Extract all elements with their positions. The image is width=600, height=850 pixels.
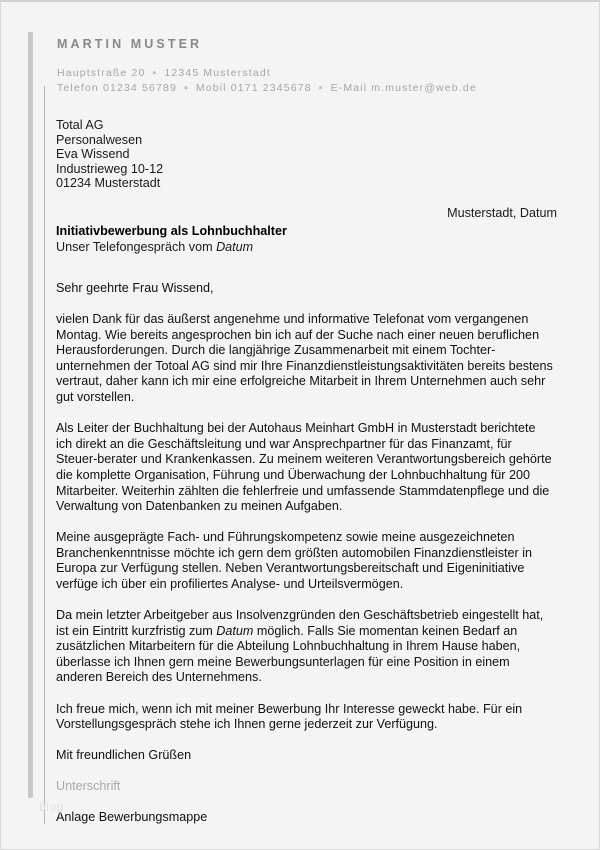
decorative-thick-rule: [28, 32, 33, 798]
body-paragraph-2: Als Leiter der Buchhaltung bei der Autohaus Meinhart GmbH in Musterstadt berichtete ich direkt an die Geschäftsleitung und war Ansprechpartner für das Finanzamt, für Steuer-berater und Krankenkassen. Zu meinem weiteren Verantwortungsbereich gehörte die komplette Organisation, Führung und Überwachung der Lohnbuchhaltung für 200 Mitarbeiter. Weiterhin zählten die fehlerfreie und umfassende Stammdatenpflege und die Verwaltung von Datenbanken zu meinen Aufgaben.: [56, 421, 552, 514]
sender-mobile: Mobil 0171 2345678: [195, 82, 312, 94]
letter-body: [56, 281, 554, 826]
letterhead: [57, 36, 557, 96]
sender-contact-block: [57, 66, 557, 96]
enclosure-note: Anlage Bewerbungsmappe: [56, 810, 208, 825]
sender-name: MARTIN MUSTER: [57, 37, 203, 51]
sender-address-line: [57, 66, 557, 81]
body-paragraph-4: [56, 608, 554, 686]
body-paragraph-1: vielen Dank für das äußerst angenehme und informative Telefonat vom vergangenen Montag. Wie bereits angesprochen bin ich auf der Suche nach einer neuen beruflichen Herausforderungen. Durch die langjährige Zusammenarbeit mit einem Tochter-unternehmen der Totoal AG sind mir Ihre Finanzdienstleistungsaktivitäten bereits bestens vertraut, daher kann ich mir eine erfolgreiche Mitarbeit in Ihrem Unternehmen auch sehr gut vorstellen.: [56, 312, 553, 405]
recipient-line-person: Eva Wissend: [56, 147, 130, 162]
body-paragraph-4-placeholder: Datum: [216, 623, 254, 638]
recipient-line-company: Total AG: [56, 118, 104, 132]
dateline: Musterstadt, Datum: [447, 206, 557, 220]
body-paragraph-3: Meine ausgeprägte Fach- und Führungskompetenz sowie meine ausgezeichneten Branchenkenntnisse möchte ich gern dem größten automobilen Finanzdienstleister in Europa zur Verfügung stellen. Neben Verantwortungsbereitschaft und Eigeninitiative verfüge ich über ein profiliertes Analyse- und Urteilsvermögen.: [56, 530, 533, 591]
subject-subline-prefix: Unser Telefongespräch vom: [56, 240, 217, 254]
body-paragraph-5: Ich freue mich, wenn ich mit meiner Bewerbung Ihr Interesse geweckt habe. Für ein Vorstellungsgespräch stehe ich Ihnen gerne jederzeit zur Verfügung.: [56, 701, 523, 732]
sender-city: 12345 Musterstadt: [164, 67, 271, 79]
decorative-thin-rule: [44, 86, 45, 824]
separator-icon: ▪: [183, 82, 189, 94]
sender-contact-line: [57, 81, 557, 96]
separator-icon: ▪: [152, 67, 158, 79]
recipient-line-street: Industrieweg 10-12: [56, 161, 164, 176]
sender-email: E-Mail m.muster@web.de: [330, 82, 477, 94]
watermark-text: blog: [39, 800, 64, 814]
subject-line: Initiativbewerbung als Lohnbuchhalter: [56, 224, 287, 238]
signature-placeholder: Unterschrift: [56, 779, 121, 794]
subject-subline: [56, 239, 556, 255]
separator-icon: ▪: [318, 82, 324, 94]
subject-block: [56, 223, 556, 255]
salutation: Sehr geehrte Frau Wissend,: [56, 281, 214, 295]
closing-phrase: Mit freundlichen Grüßen: [56, 748, 192, 763]
sender-phone: Telefon 01234 56789: [57, 82, 177, 94]
body-paragraph-4-part2: möglich. Falls Sie momentan keinen Bedarf an zusätzlichen Mitarbeitern für die Abteilung Lohnbuchhaltung in Ihrem Hause haben, überlasse ich Ihnen gern meine Bewerbungsunterlagen für eine Position in einem anderen Bereich des Unternehmens.: [56, 623, 521, 685]
body-paragraph-4-part1: Da mein letzter Arbeitgeber aus Insolvenzgründen den Geschäftsbetrieb eingestellt hat, ist ein Eintritt kurzfristig zum: [56, 608, 544, 638]
recipient-line-city: 01234 Musterstadt: [56, 176, 161, 191]
subject-subline-placeholder: Datum: [216, 240, 254, 254]
recipient-address-block: [56, 118, 163, 191]
recipient-line-department: Personalwesen: [56, 132, 143, 147]
sender-street: Hauptstraße 20: [57, 67, 146, 79]
